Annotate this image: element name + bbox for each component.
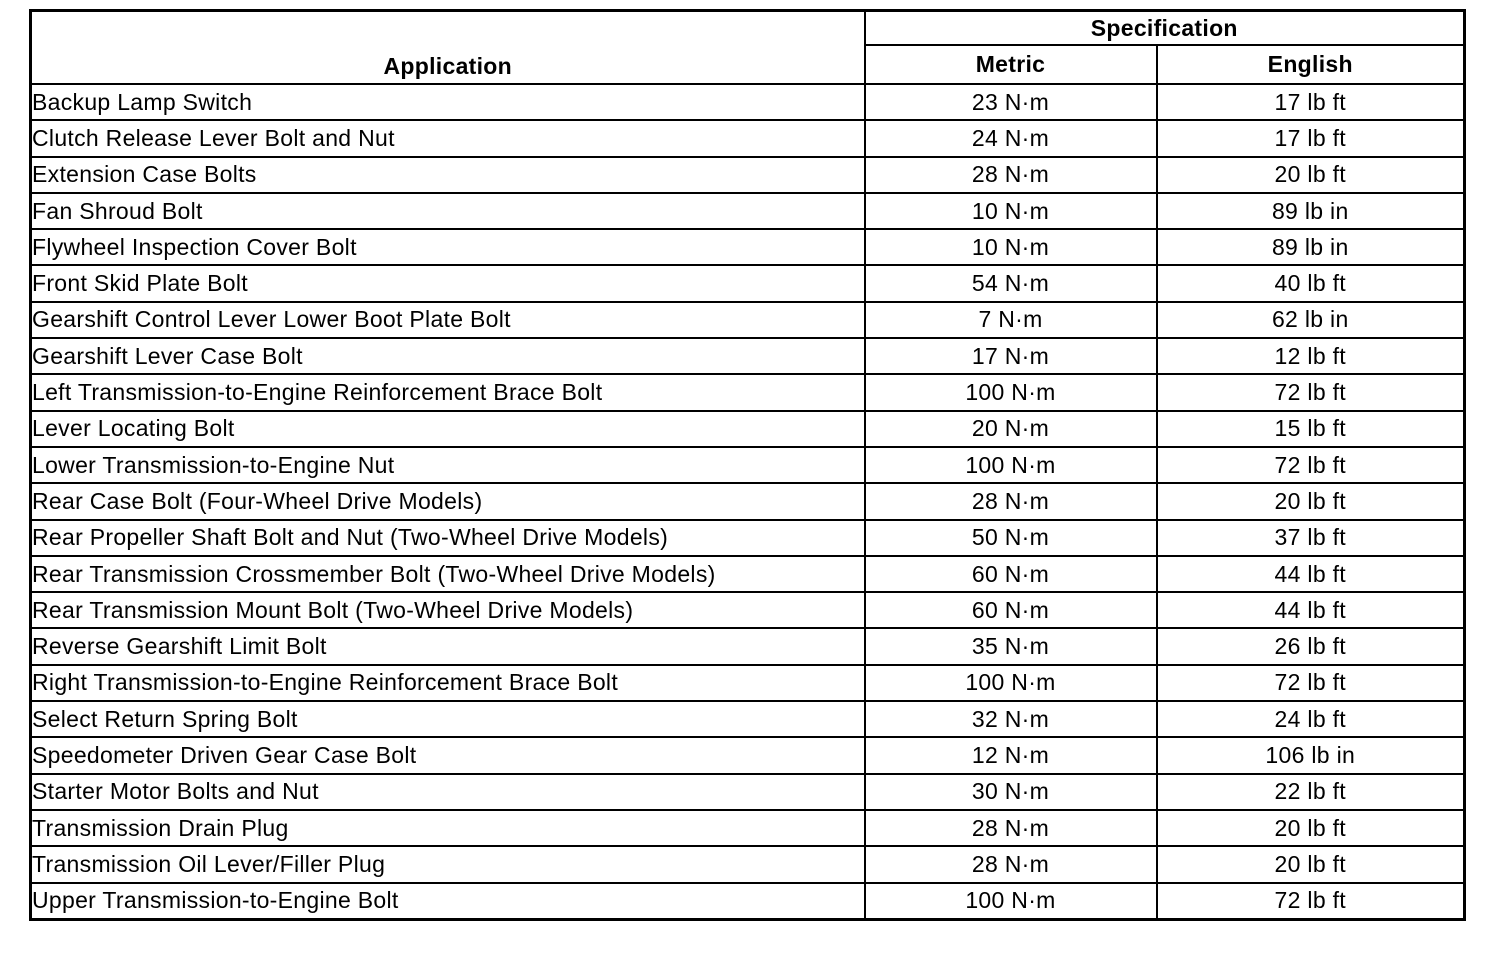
english-cell: 62 lb in xyxy=(1157,302,1465,338)
application-cell: Fan Shroud Bolt xyxy=(31,193,865,229)
application-cell: Rear Transmission Crossmember Bolt (Two-Wheel Drive Models) xyxy=(31,556,865,592)
table-row xyxy=(31,737,1465,773)
table-row xyxy=(31,265,1465,301)
metric-cell: 23 N·m xyxy=(865,84,1157,120)
header-application: Application xyxy=(31,11,865,85)
application-cell: Rear Case Bolt (Four-Wheel Drive Models) xyxy=(31,483,865,519)
metric-cell: 100 N·m xyxy=(865,447,1157,483)
application-cell: Extension Case Bolts xyxy=(31,157,865,193)
table-row xyxy=(31,665,1465,701)
english-cell: 17 lb ft xyxy=(1157,120,1465,156)
metric-cell: 17 N·m xyxy=(865,338,1157,374)
application-cell: Transmission Oil Lever/Filler Plug xyxy=(31,846,865,882)
english-cell: 72 lb ft xyxy=(1157,883,1465,920)
header-row-top xyxy=(31,11,1465,46)
application-cell: Lower Transmission-to-Engine Nut xyxy=(31,447,865,483)
table-row xyxy=(31,302,1465,338)
metric-cell: 10 N·m xyxy=(865,229,1157,265)
metric-cell: 100 N·m xyxy=(865,374,1157,410)
english-cell: 12 lb ft xyxy=(1157,338,1465,374)
table-body xyxy=(31,84,1465,919)
header-specification: Specification xyxy=(865,11,1465,46)
english-cell: 20 lb ft xyxy=(1157,157,1465,193)
metric-cell: 32 N·m xyxy=(865,701,1157,737)
english-cell: 24 lb ft xyxy=(1157,701,1465,737)
english-cell: 44 lb ft xyxy=(1157,592,1465,628)
metric-cell: 7 N·m xyxy=(865,302,1157,338)
table-row xyxy=(31,774,1465,810)
english-cell: 20 lb ft xyxy=(1157,810,1465,846)
application-cell: Reverse Gearshift Limit Bolt xyxy=(31,628,865,664)
application-cell: Front Skid Plate Bolt xyxy=(31,265,865,301)
application-cell: Starter Motor Bolts and Nut xyxy=(31,774,865,810)
application-cell: Backup Lamp Switch xyxy=(31,84,865,120)
english-cell: 40 lb ft xyxy=(1157,265,1465,301)
table-row xyxy=(31,483,1465,519)
table-row xyxy=(31,411,1465,447)
application-cell: Transmission Drain Plug xyxy=(31,810,865,846)
metric-cell: 28 N·m xyxy=(865,483,1157,519)
metric-cell: 35 N·m xyxy=(865,628,1157,664)
english-cell: 37 lb ft xyxy=(1157,520,1465,556)
application-cell: Clutch Release Lever Bolt and Nut xyxy=(31,120,865,156)
table-row xyxy=(31,520,1465,556)
table-row xyxy=(31,229,1465,265)
metric-cell: 28 N·m xyxy=(865,157,1157,193)
english-cell: 72 lb ft xyxy=(1157,374,1465,410)
table-row xyxy=(31,628,1465,664)
application-cell: Right Transmission-to-Engine Reinforcement Brace Bolt xyxy=(31,665,865,701)
table-row xyxy=(31,556,1465,592)
application-cell: Upper Transmission-to-Engine Bolt xyxy=(31,883,865,920)
metric-cell: 24 N·m xyxy=(865,120,1157,156)
metric-cell: 12 N·m xyxy=(865,737,1157,773)
english-cell: 44 lb ft xyxy=(1157,556,1465,592)
header-metric: Metric xyxy=(865,45,1157,84)
torque-spec-table xyxy=(29,9,1466,921)
metric-cell: 30 N·m xyxy=(865,774,1157,810)
english-cell: 17 lb ft xyxy=(1157,84,1465,120)
english-cell: 89 lb in xyxy=(1157,193,1465,229)
english-cell: 20 lb ft xyxy=(1157,483,1465,519)
table-row xyxy=(31,592,1465,628)
metric-cell: 54 N·m xyxy=(865,265,1157,301)
application-cell: Rear Transmission Mount Bolt (Two-Wheel Drive Models) xyxy=(31,592,865,628)
application-cell: Gearshift Lever Case Bolt xyxy=(31,338,865,374)
application-cell: Rear Propeller Shaft Bolt and Nut (Two-Wheel Drive Models) xyxy=(31,520,865,556)
application-cell: Speedometer Driven Gear Case Bolt xyxy=(31,737,865,773)
table-row xyxy=(31,193,1465,229)
application-cell: Flywheel Inspection Cover Bolt xyxy=(31,229,865,265)
metric-cell: 10 N·m xyxy=(865,193,1157,229)
english-cell: 26 lb ft xyxy=(1157,628,1465,664)
header-english: English xyxy=(1157,45,1465,84)
application-cell: Left Transmission-to-Engine Reinforcement Brace Bolt xyxy=(31,374,865,410)
application-cell: Lever Locating Bolt xyxy=(31,411,865,447)
table-row xyxy=(31,374,1465,410)
english-cell: 22 lb ft xyxy=(1157,774,1465,810)
table-row xyxy=(31,447,1465,483)
english-cell: 15 lb ft xyxy=(1157,411,1465,447)
english-cell: 106 lb in xyxy=(1157,737,1465,773)
english-cell: 20 lb ft xyxy=(1157,846,1465,882)
table-row xyxy=(31,846,1465,882)
metric-cell: 20 N·m xyxy=(865,411,1157,447)
metric-cell: 60 N·m xyxy=(865,556,1157,592)
table-row xyxy=(31,338,1465,374)
table-row xyxy=(31,120,1465,156)
application-cell: Select Return Spring Bolt xyxy=(31,701,865,737)
metric-cell: 100 N·m xyxy=(865,665,1157,701)
table-row xyxy=(31,810,1465,846)
application-cell: Gearshift Control Lever Lower Boot Plate Bolt xyxy=(31,302,865,338)
english-cell: 89 lb in xyxy=(1157,229,1465,265)
table-row xyxy=(31,701,1465,737)
metric-cell: 28 N·m xyxy=(865,846,1157,882)
table-row xyxy=(31,84,1465,120)
metric-cell: 60 N·m xyxy=(865,592,1157,628)
english-cell: 72 lb ft xyxy=(1157,447,1465,483)
table-row xyxy=(31,883,1465,920)
english-cell: 72 lb ft xyxy=(1157,665,1465,701)
metric-cell: 28 N·m xyxy=(865,810,1157,846)
metric-cell: 100 N·m xyxy=(865,883,1157,920)
table-row xyxy=(31,157,1465,193)
metric-cell: 50 N·m xyxy=(865,520,1157,556)
